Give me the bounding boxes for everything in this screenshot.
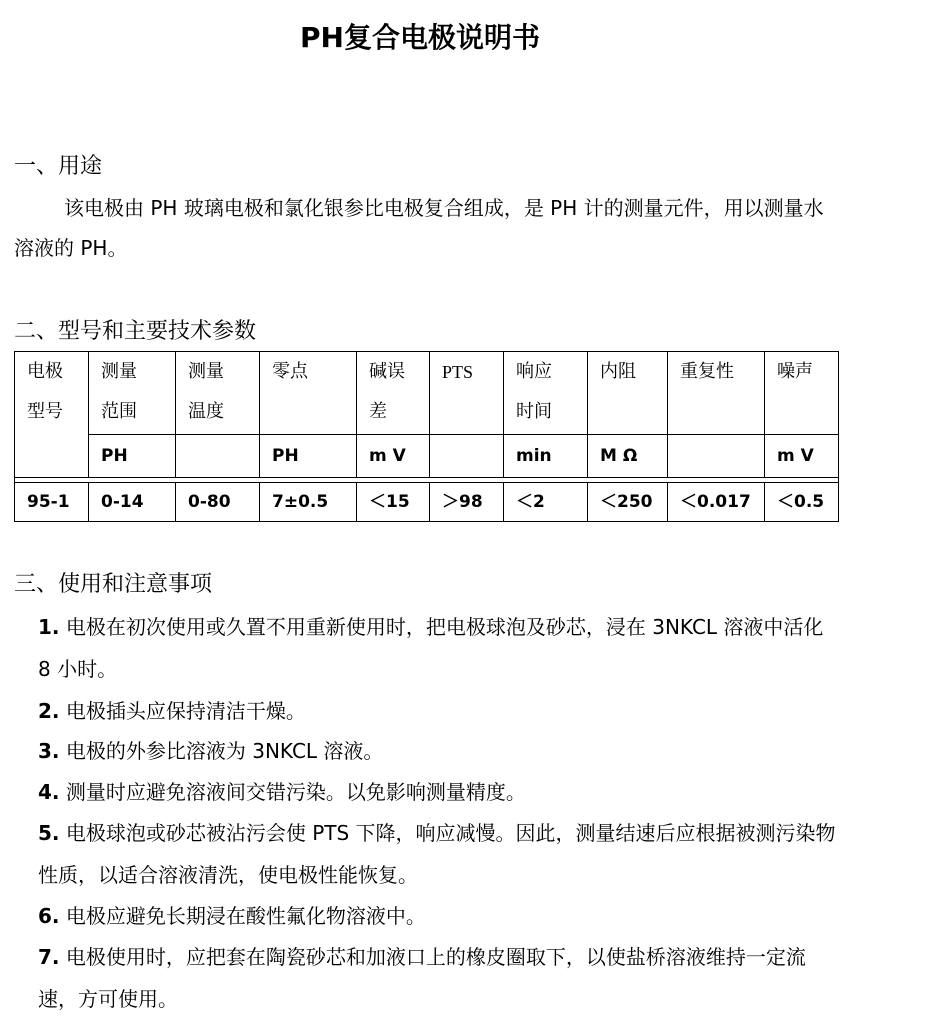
header-cell: PTS: [430, 352, 504, 435]
table-value-row: [15, 483, 839, 522]
item-text: 电极球泡或砂芯被沾污会使 PTS 下降，响应减慢。因此，测量结速后应根据被测污染物性质，以适合溶液清洗，使电极性能恢复。: [38, 821, 836, 887]
list-item: [38, 771, 838, 813]
unit-cell: PH: [260, 435, 357, 478]
header-cell: 电极 型号: [15, 352, 89, 478]
item-text: 电极的外参比溶液为 3NKCL 溶液。: [65, 739, 384, 763]
item-number: 6.: [38, 904, 60, 928]
header-cell: 重复性: [668, 352, 765, 435]
parameter-table: [14, 351, 839, 522]
value-cell: 0-80: [176, 483, 260, 522]
header-cell: 测量 范围: [89, 352, 176, 435]
section-3-heading: 三、使用和注意事项: [14, 572, 213, 597]
value-cell: ＞98: [430, 483, 504, 522]
section-1-text: 该电极由 PH 玻璃电极和氯化银参比电极复合组成，是 PH 计的测量元件，用以测量水溶液的 PH。: [14, 196, 824, 260]
value-cell: 95-1: [15, 483, 89, 522]
item-text: 电极在初次使用或久置不用重新使用时，把电极球泡及砂芯，浸在 3NKCL 溶液中活化 8 小时。: [38, 615, 824, 681]
header-cell: 内阻: [588, 352, 668, 435]
list-item: [38, 690, 838, 732]
header-cell: 响应 时间: [504, 352, 588, 435]
list-item: [38, 936, 838, 1020]
unit-cell: m V: [765, 435, 839, 478]
list-item: [38, 895, 838, 937]
unit-cell: [430, 435, 504, 478]
item-number: 5.: [38, 821, 60, 845]
item-number: 3.: [38, 739, 60, 763]
value-cell: ＜250: [588, 483, 668, 522]
unit-cell: m V: [357, 435, 430, 478]
value-cell: 7±0.5: [260, 483, 357, 522]
unit-cell: M Ω: [588, 435, 668, 478]
item-text: 电极使用时，应把套在陶瓷砂芯和加液口上的橡皮圈取下，以使盐桥溶液维持一定流速，方可使用。: [38, 945, 806, 1011]
list-item: [38, 606, 838, 690]
header-cell: 零点: [260, 352, 357, 435]
table-unit-row: [15, 435, 839, 478]
header-cell: 测量 温度: [176, 352, 260, 435]
value-cell: ＜2: [504, 483, 588, 522]
header-cell: 噪声: [765, 352, 839, 435]
section-1-heading: 一、用途: [14, 154, 103, 179]
item-number: 7.: [38, 945, 60, 969]
value-cell: ＜0.017: [668, 483, 765, 522]
value-cell: ＜0.5: [765, 483, 839, 522]
table-header-row: [15, 352, 839, 435]
unit-cell: min: [504, 435, 588, 478]
item-number: 2.: [38, 699, 60, 723]
unit-cell: PH: [89, 435, 176, 478]
header-cell: 碱误 差: [357, 352, 430, 435]
item-number: 4.: [38, 780, 60, 804]
list-item: [38, 730, 838, 772]
section-2-heading: 二、型号和主要技术参数: [14, 319, 257, 344]
value-cell: ＜15: [357, 483, 430, 522]
item-number: 1.: [38, 615, 60, 639]
item-text: 测量时应避免溶液间交错污染。以免影响测量精度。: [65, 780, 526, 804]
item-text: 电极插头应保持清洁干燥。: [65, 699, 306, 723]
list-item: [38, 812, 838, 896]
value-cell: 0-14: [89, 483, 176, 522]
unit-cell: [668, 435, 765, 478]
item-text: 电极应避免长期浸在酸性氟化物溶液中。: [65, 904, 426, 928]
unit-cell: [176, 435, 260, 478]
document-title: PH复合电极说明书: [300, 21, 540, 54]
